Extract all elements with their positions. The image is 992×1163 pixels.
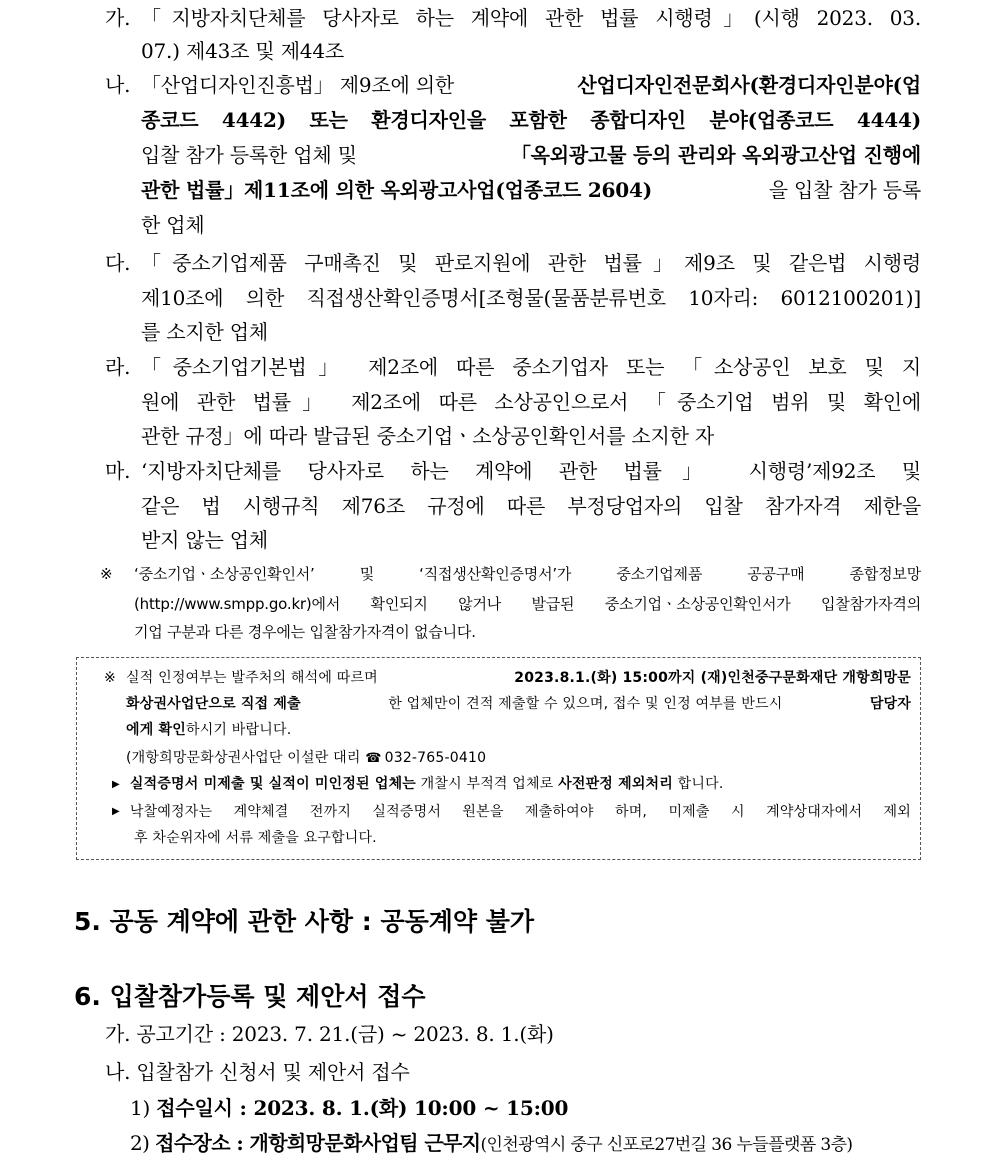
section6-ga: 가. 공고기간 : 2023. 7. 21.(금) ~ 2023. 8. 1.(화) bbox=[105, 1022, 554, 1046]
section6-sub1 bbox=[130, 1094, 568, 1122]
notice-bullet1-bold-a: 실적증명서 미제출 및 실적이 미인정된 업체는 bbox=[129, 776, 417, 792]
item-ma-line1: ‘지방자치단체를 당사자로 하는 계약에 관한 법률」 시행령’제92조 및 bbox=[141, 459, 921, 483]
item-na-line3-text: 입찰 참가 등록한 업체 및 bbox=[141, 143, 357, 167]
item-da-line3: 를 소지한 업체 bbox=[141, 320, 269, 344]
item-da-line1: 「중소기업제품 구매촉진 및 판로지원에 관한 법률」제9조 및 같은법 시행령 bbox=[141, 251, 921, 275]
section5-title: 5. 공동 계약에 관한 사항 : 공동계약 불가 bbox=[74, 907, 535, 936]
item-na-line4-bold: 관한 법률」제11조에 의한 옥외광고사업(업종코드 2604) bbox=[141, 178, 652, 202]
item-ga-marker: 가. bbox=[105, 6, 131, 30]
notice-bullet1-bold-b: 사전판정 제외처리 bbox=[558, 776, 674, 792]
remark-line1: ‘중소기업ㆍ소상공인확인서’ 및 ‘직접생산확인증명서’가 중소기업제품 공공구매 종합정보망 bbox=[134, 565, 921, 583]
item-na-marker: 나. bbox=[105, 73, 131, 97]
section6-sub2-num: 2) bbox=[130, 1131, 156, 1155]
section6-sub2 bbox=[130, 1129, 852, 1159]
item-na-line3-bold: 「옥외광고물 등의 관리와 옥외광고산업 진행에 bbox=[510, 143, 921, 167]
item-na-line4-text: 을 입찰 참가 등록 bbox=[768, 178, 921, 202]
notice-bullet2 bbox=[112, 802, 911, 822]
item-ra-line2: 원에 관한 법률」 제2조에 따른 소상공인으로서 「중소기업 범위 및 확인에 bbox=[141, 390, 921, 414]
item-ma-line2: 같은 법 시행규칙 제76조 규정에 따른 부정당업자의 입찰 참가자격 제한을 bbox=[141, 494, 921, 518]
bullet-arrow-icon: ▶ bbox=[112, 806, 120, 817]
notice-contact-phone: 032-765-0410 bbox=[384, 750, 487, 766]
notice-line2-text: 한 업체만이 견적 제출할 수 있으며, 접수 및 인정 여부를 반드시 bbox=[388, 696, 783, 712]
notice-bullet2-line1: 낙찰예정자는 계약체결 전까지 실적증명서 원본을 제출하여야 하며, 미제출 시 계약상대자에서 제외 bbox=[129, 804, 911, 820]
remark-line3: 기업 구분과 다른 경우에는 입찰참가자격이 없습니다. bbox=[134, 623, 476, 641]
section6-sub1-num: 1) bbox=[130, 1096, 157, 1120]
notice-marker: ※ bbox=[104, 670, 116, 686]
notice-contact-text: (개항희망문화상권사업단 이설란 대리 bbox=[126, 750, 366, 766]
item-ra-marker: 라. bbox=[105, 355, 131, 379]
notice-line3-bold: 에게 확인 bbox=[126, 722, 186, 738]
notice-line3 bbox=[126, 720, 291, 740]
item-na-line1-bold: 산업디자인전문회사(환경디자인분야(업 bbox=[577, 73, 921, 97]
section6-sub1-text: 접수일시 : 2023. 8. 1.(화) 10:00 ~ 15:00 bbox=[156, 1096, 569, 1120]
item-ma-line3: 받지 않는 업체 bbox=[141, 528, 269, 552]
notice-bullet1 bbox=[112, 774, 724, 795]
item-ga-line2: 07.) 제43조 및 제44조 bbox=[141, 39, 344, 63]
notice-line1-text: 실적 인정여부는 발주처의 해석에 따르며 bbox=[126, 670, 378, 686]
notice-line1 bbox=[126, 668, 911, 688]
section6-sub2-address: (인천광역시 중구 신포로27번길 36 누들플랫폼 3층) bbox=[480, 1135, 853, 1155]
section6-na: 나. 입찰참가 신청서 및 제안서 접수 bbox=[105, 1060, 410, 1084]
section6-sub2-bold: 접수장소 : 개항희망문화사업팀 근무지 bbox=[155, 1131, 481, 1155]
notice-contact bbox=[126, 748, 486, 769]
item-ra-line3: 관한 규정」에 따라 발급된 중소기업ㆍ소상공인확인서를 소지한 자 bbox=[141, 424, 714, 448]
item-na-line2: 종코드 4442) 또는 환경디자인을 포함한 종합디자인 분야(업종코드 4444) bbox=[141, 108, 921, 132]
item-da-marker: 다. bbox=[105, 251, 131, 275]
item-na-line1-text: 「산업디자인진흥법」 제9조에 의한 bbox=[141, 73, 454, 97]
notice-line3-text: 하시기 바랍니다. bbox=[185, 722, 292, 738]
item-na-line3 bbox=[141, 141, 921, 169]
notice-bullet1-text-b: 합니다. bbox=[673, 776, 724, 792]
remark-line2: (http://www.smpp.go.kr)에서 확인되지 않거나 발급된 중소기업ㆍ소상공인확인서가 입찰참가자격의 bbox=[134, 595, 921, 613]
item-na-line4 bbox=[141, 176, 921, 204]
item-na-line5: 한 업체 bbox=[141, 213, 205, 237]
notice-bullet1-text-a: 개찰시 부적격 업체로 bbox=[416, 776, 559, 792]
section6-title: 6. 입찰참가등록 및 제안서 접수 bbox=[74, 982, 426, 1011]
remark-marker: ※ bbox=[100, 565, 113, 583]
item-na-line1 bbox=[141, 71, 921, 99]
item-ga-line1: 「지방자치단체를 당사자로 하는 계약에 관한 법률 시행령」(시행 2023. 03. bbox=[141, 6, 921, 30]
notice-bullet2-line2: 후 차순위자에 서류 제출을 요구합니다. bbox=[134, 830, 377, 846]
telephone-icon: ☎ bbox=[365, 751, 382, 766]
item-ra-line1: 「중소기업기본법」 제2조에 따른 중소기업자 또는 「소상공인 보호 및 지 bbox=[141, 355, 921, 379]
bullet-arrow-icon: ▶ bbox=[112, 779, 120, 790]
item-ma-marker: 마. bbox=[105, 459, 131, 483]
notice-line2-bold-b: 담당자 bbox=[869, 696, 911, 712]
notice-line2 bbox=[126, 694, 911, 714]
item-da-line2: 제10조에 의한 직접생산확인증명서[조형물(물품분류번호 10자리: 6012100201)] bbox=[141, 286, 921, 310]
notice-line1-bold: 2023.8.1.(화) 15:00까지 (재)인천중구문화재단 개항희망문 bbox=[514, 670, 911, 686]
notice-line2-bold-a: 화상권사업단으로 직접 제출 bbox=[126, 696, 301, 712]
